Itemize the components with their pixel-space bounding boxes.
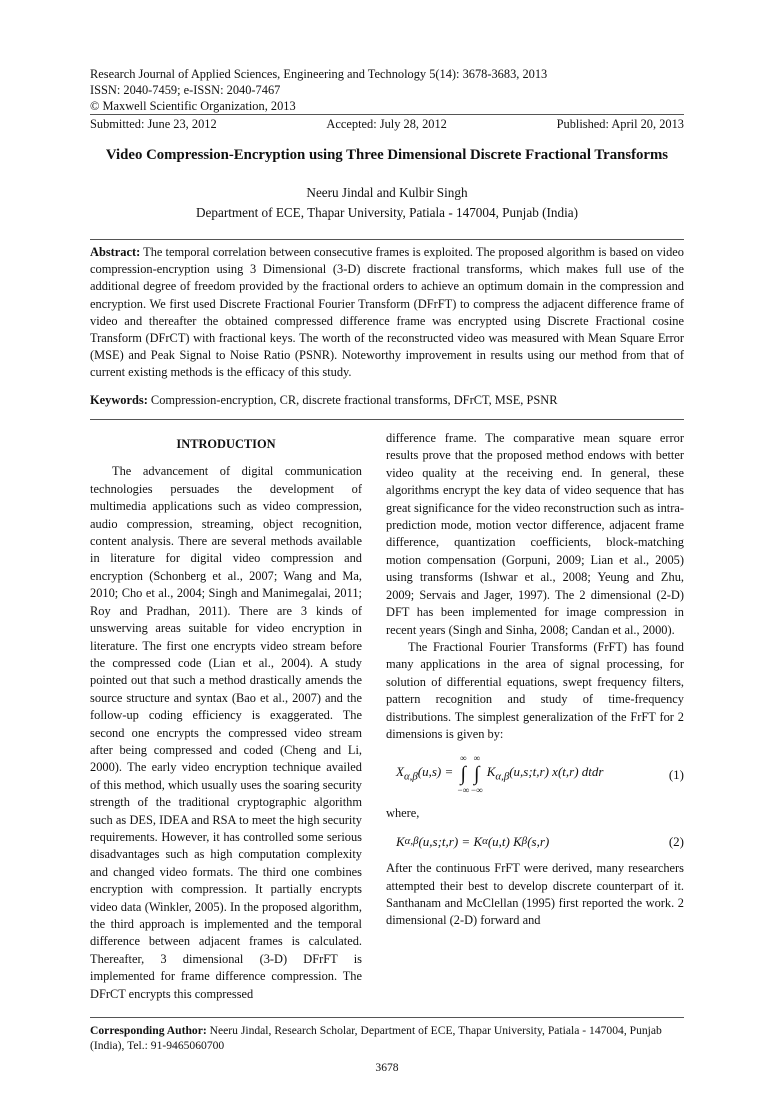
keywords-text: Compression-encryption, CR, discrete fractional transforms, DFrCT, MSE, PSNR xyxy=(147,392,558,407)
integral-sign: ∞ ∫ −∞ xyxy=(471,753,483,796)
dates-row xyxy=(90,114,684,132)
footer xyxy=(90,1017,684,1076)
journal-header xyxy=(90,66,684,132)
equation-number: (2) xyxy=(668,833,684,849)
copyright: © Maxwell Scientific Organization, 2013 xyxy=(90,99,296,113)
where-label: where, xyxy=(386,806,420,821)
published-date: Published: April 20, 2013 xyxy=(556,117,684,131)
journal-citation: Research Journal of Applied Sciences, Engineering and Technology 5(14): 3678-3683, 2013 xyxy=(90,67,548,81)
author-block xyxy=(90,183,684,223)
paragraph: difference frame. The comparative mean square error results prove that the proposed method endows with better video quality at the receiving end. In general, these algorithms encrypt the key data of video sequence that has great significance for the video reconstruction such as intra-prediction mode, motion vector difference, adjacent frame difference, quantization coefficients, block-matching motion compensation (Gorpuni, 2009; Lian et al., 2005) using transforms (Ishwar et al., 2008; Yeung and Zhu, 2009; Servais and Jager, 1997). The 2 dimensional (2-D) DFT has been implemented for image compression in recent years (Singh and Sinha, 2008; Candan et al., 2000). xyxy=(386,431,684,637)
abstract-label: Abstract: xyxy=(90,245,141,259)
corresponding-author xyxy=(90,1023,684,1053)
paper-title: Video Compression-Encryption using Three Dimensional Discrete Fractional Transforms xyxy=(105,147,669,163)
submitted-date: Submitted: June 23, 2012 xyxy=(90,117,217,131)
section-heading: INTRODUCTION xyxy=(176,437,276,452)
abstract-text: The temporal correlation between consecutive frames is exploited. The proposed algorithm is based on video compression-encryption using 3 Dimensional (3-D) discrete fractional transforms, which makes full use of the additional degree of freedom provided by the fractional orders to achieve an optimum domain in the compression and encryption. We first used Discrete Fractional Fourier Transform (DFrFT) to compress the adjacent difference frame of video and thereafter the obtained compressed difference frame was encrypted using Discrete Fractional cosine Transform (DFrCT) with fractional keys. The worth of the reconstructed video was measured with Mean Square Error (MSE) and Peak Signal to Noise Ratio (PSNR). Noteworthy improvement in results using our method from that of current existing methods is the efficacy of this study. xyxy=(90,245,684,380)
authors: Neeru Jindal and Kulbir Singh xyxy=(306,185,468,200)
body-columns xyxy=(90,419,684,1003)
corresponding-text: Neeru Jindal, Research Scholar, Department of ECE, Thapar University, Patiala - 147004, Punjab (India), Tel.: 91-9465060700 xyxy=(90,1024,662,1053)
paragraph: The advancement of digital communication technologies persuades the development of multimedia applications such as video compression, audio compression, streaming, object recognition, content analysis. There are several methods available in literature for digital video compression and encryption (Schonberg et al., 2007; Wang and Ma, 2010; Cho et al., 2004; Singh and Manimegalai, 2011; Roy and Pradhan, 2011). There are 3 kinds of unswerving areas suitable for video encryption in literature. The first one encrypts video stream before the compressed code (Lian et al., 2004). A study pointed out that such a method drastically amends the source structure and syntax (Bao et al., 2007) and the follow-up coding efficiency is exaggerated. The second one encrypts the compressed video stream after being compressed and coded (Cheng and Li, 2000). The early video encryption technique availed of this method, which usually uses the soaring security strength of the traditional cryptographic algorithm such as DES, IDEA and RSA to meet the high security requirements. However, it has controlled some serious disadvantages such as high computation complexity and changed video formats. The third one combines encryption with compression. It partially encrypts video data (Winkler, 2005). In the proposed algorithm, the third approach is implemented and the temporal difference between adjacent frames is calculated. Thereafter, 3 dimensional (3-D) DFrFT is implemented for frame difference compression. The DFrCT encrypts this compressed xyxy=(90,464,362,1001)
issn: ISSN: 2040-7459; e-ISSN: 2040-7467 xyxy=(90,83,281,97)
paragraph: After the continuous FrFT were derived, many researchers attempted their best to develop discrete counterpart of it. Santhanam and McClellan (1995) first reported the work. 2 dimensional (2-D) forward and xyxy=(386,861,684,928)
paragraph: The Fractional Fourier Transforms (FrFT) has found many applications in the area of signal processing, for solution of differential equations, swept frequency filters, pattern recognition and study of time-frequency distributions. The simplest generalization of the FrFT for 2 dimensions is given by: xyxy=(386,639,684,741)
integral-sign: ∞ ∫ −∞ xyxy=(457,753,469,796)
keywords xyxy=(90,392,684,409)
equation-1-body: $X_{\alpha,\beta}(u,s)$ = ∞ ∫ −∞ ∞ ∫ −∞ $K_{\alpha,\beta}(u,s;t,r)$ x(t,r) dtdr xyxy=(396,753,604,796)
equation-2 xyxy=(386,833,684,850)
affiliation: Department of ECE, Thapar University, Patiala - 147004, Punjab (India) xyxy=(196,205,578,220)
page-number: 3678 xyxy=(375,1061,399,1075)
left-column xyxy=(90,430,362,1003)
divider xyxy=(90,239,684,240)
right-column xyxy=(386,430,684,1003)
equation-1 xyxy=(386,753,684,795)
equation-number: (1) xyxy=(668,766,684,782)
abstract xyxy=(90,244,684,382)
keywords-label: Keywords: xyxy=(90,392,148,407)
equation-2-body: K α,β (u,s;t,r) = K α (u,t) K β (s,r) xyxy=(396,833,550,849)
corresponding-label: Corresponding Author: xyxy=(90,1024,207,1038)
accepted-date: Accepted: July 28, 2012 xyxy=(326,117,447,131)
